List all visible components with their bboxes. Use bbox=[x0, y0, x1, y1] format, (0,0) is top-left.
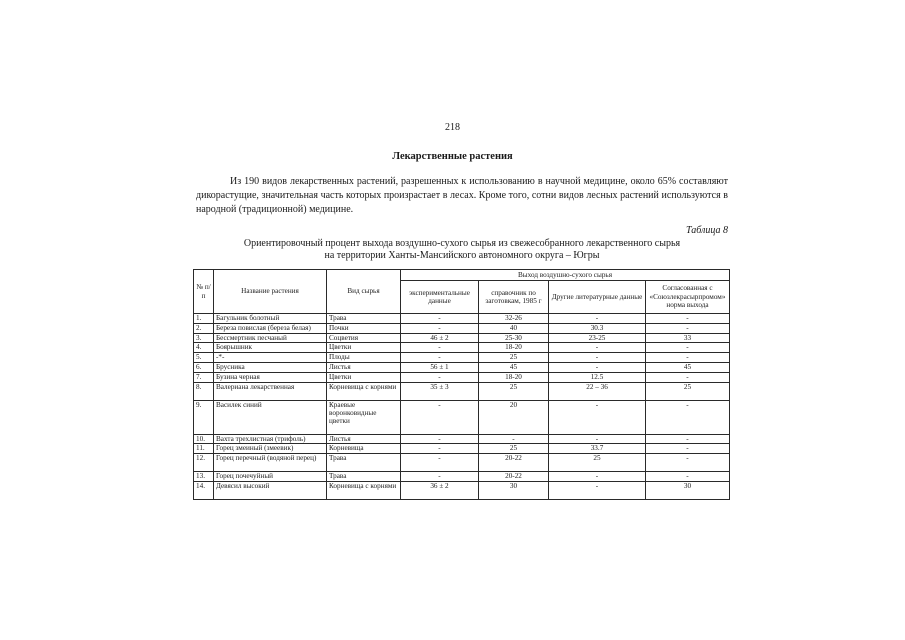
header-yield-group: Выход воздушно-сухого сырья bbox=[401, 270, 730, 281]
table-row bbox=[194, 400, 730, 434]
row-number: 10. bbox=[194, 434, 214, 444]
intro-paragraph: Из 190 видов лекарственных растений, разрешенных к использованию в научной медицине, около 65% составляют дикорастущие, значительная часть которых произрастает в лесах. Кроме того, сотни видов лесных растений используются в народной (традиционной) медицине. bbox=[196, 176, 728, 215]
experimental-value: 56 ± 1 bbox=[401, 362, 479, 372]
agreed-norm-value: - bbox=[646, 400, 730, 434]
row-number: 11. bbox=[194, 444, 214, 454]
row-number: 5. bbox=[194, 353, 214, 363]
plant-name: Горец змеиный (змеевик) bbox=[214, 444, 327, 454]
row-number: 8. bbox=[194, 382, 214, 400]
table-caption-line: на территории Ханты-Мансийского автономного округа – Югры bbox=[324, 250, 600, 261]
raw-material: Корневища с корнями bbox=[327, 481, 401, 499]
raw-material: Цветки bbox=[327, 343, 401, 353]
experimental-value: - bbox=[401, 343, 479, 353]
table-caption bbox=[196, 238, 728, 262]
agreed-norm-value: - bbox=[646, 372, 730, 382]
table-row bbox=[194, 353, 730, 363]
table-number: Таблица 8 bbox=[686, 225, 728, 236]
experimental-value: - bbox=[401, 400, 479, 434]
row-number: 4. bbox=[194, 343, 214, 353]
header-handbook: справочник по заготовкам, 1985 г bbox=[479, 281, 549, 314]
literature-value: 22 – 36 bbox=[549, 382, 646, 400]
table-row bbox=[194, 372, 730, 382]
section-title: Лекарственные растения bbox=[392, 151, 513, 162]
handbook-value: 30 bbox=[479, 481, 549, 499]
table-row bbox=[194, 382, 730, 400]
row-number: 3. bbox=[194, 333, 214, 343]
row-number: 12. bbox=[194, 454, 214, 472]
handbook-value: 20-22 bbox=[479, 454, 549, 472]
header-num: № п/п bbox=[194, 270, 214, 314]
agreed-norm-value: - bbox=[646, 472, 730, 482]
handbook-value: 25 bbox=[479, 444, 549, 454]
literature-value: - bbox=[549, 434, 646, 444]
page-number: 218 bbox=[445, 122, 460, 133]
raw-material: Трава bbox=[327, 472, 401, 482]
raw-material: Плоды bbox=[327, 353, 401, 363]
experimental-value: - bbox=[401, 444, 479, 454]
table-body bbox=[194, 314, 730, 500]
agreed-norm-value: 25 bbox=[646, 382, 730, 400]
header-experimental: экспериментальные данные bbox=[401, 281, 479, 314]
literature-value: - bbox=[549, 353, 646, 363]
handbook-value: 45 bbox=[479, 362, 549, 372]
row-number: 1. bbox=[194, 314, 214, 324]
raw-material: Листья bbox=[327, 362, 401, 372]
row-number: 9. bbox=[194, 400, 214, 434]
agreed-norm-value: 45 bbox=[646, 362, 730, 372]
raw-material: Трава bbox=[327, 454, 401, 472]
literature-value: - bbox=[549, 481, 646, 499]
handbook-value: 18-20 bbox=[479, 372, 549, 382]
experimental-value: - bbox=[401, 314, 479, 324]
header-raw-type: Вид сырья bbox=[327, 270, 401, 314]
plant-name: Бессмертник песчаный bbox=[214, 333, 327, 343]
plant-name: Бузина черная bbox=[214, 372, 327, 382]
yield-table bbox=[193, 269, 730, 500]
literature-value: - bbox=[549, 472, 646, 482]
raw-material: Трава bbox=[327, 314, 401, 324]
raw-material: Цветки bbox=[327, 372, 401, 382]
plant-name: Боярышник bbox=[214, 343, 327, 353]
agreed-norm-value: - bbox=[646, 343, 730, 353]
agreed-norm-value: - bbox=[646, 444, 730, 454]
row-number: 6. bbox=[194, 362, 214, 372]
literature-value: - bbox=[549, 343, 646, 353]
plant-name: Вахта трехлистная (трифоль) bbox=[214, 434, 327, 444]
experimental-value: 36 ± 2 bbox=[401, 481, 479, 499]
literature-value: - bbox=[549, 362, 646, 372]
agreed-norm-value: - bbox=[646, 454, 730, 472]
plant-name: Девясил высокий bbox=[214, 481, 327, 499]
agreed-norm-value: - bbox=[646, 434, 730, 444]
handbook-value: 20-22 bbox=[479, 472, 549, 482]
literature-value: 23-25 bbox=[549, 333, 646, 343]
experimental-value: - bbox=[401, 323, 479, 333]
plant-name: Береза повислая (береза белая) bbox=[214, 323, 327, 333]
experimental-value: - bbox=[401, 454, 479, 472]
table-row bbox=[194, 434, 730, 444]
agreed-norm-value: - bbox=[646, 353, 730, 363]
table-row bbox=[194, 314, 730, 324]
header-literature: Другие литературные данные bbox=[549, 281, 646, 314]
table-row bbox=[194, 323, 730, 333]
raw-material: Корневища с корнями bbox=[327, 382, 401, 400]
table-row bbox=[194, 472, 730, 482]
handbook-value: - bbox=[479, 434, 549, 444]
agreed-norm-value: - bbox=[646, 323, 730, 333]
experimental-value: - bbox=[401, 434, 479, 444]
handbook-value: 25 bbox=[479, 382, 549, 400]
plant-name: -*- bbox=[214, 353, 327, 363]
literature-value: 33.7 bbox=[549, 444, 646, 454]
plant-name: Горец почечуйный bbox=[214, 472, 327, 482]
literature-value: 30.3 bbox=[549, 323, 646, 333]
plant-name: Багульник болотный bbox=[214, 314, 327, 324]
table-row bbox=[194, 444, 730, 454]
experimental-value: - bbox=[401, 372, 479, 382]
table-row bbox=[194, 454, 730, 472]
plant-name: Василек синий bbox=[214, 400, 327, 434]
table-row bbox=[194, 362, 730, 372]
raw-material: Корневища bbox=[327, 444, 401, 454]
agreed-norm-value: - bbox=[646, 314, 730, 324]
literature-value: - bbox=[549, 400, 646, 434]
handbook-value: 32-26 bbox=[479, 314, 549, 324]
table-row bbox=[194, 343, 730, 353]
table-row bbox=[194, 481, 730, 499]
row-number: 13. bbox=[194, 472, 214, 482]
handbook-value: 40 bbox=[479, 323, 549, 333]
experimental-value: 35 ± 3 bbox=[401, 382, 479, 400]
experimental-value: - bbox=[401, 353, 479, 363]
handbook-value: 18-20 bbox=[479, 343, 549, 353]
raw-material: Краевые воронковидные цветки bbox=[327, 400, 401, 434]
agreed-norm-value: 33 bbox=[646, 333, 730, 343]
handbook-value: 25-30 bbox=[479, 333, 549, 343]
raw-material: Соцветия bbox=[327, 333, 401, 343]
plant-name: Горец перечный (водяной перец) bbox=[214, 454, 327, 472]
literature-value: 12.5 bbox=[549, 372, 646, 382]
experimental-value: - bbox=[401, 472, 479, 482]
header-agreed-norm: Согласованная с «Союзлекрасырпромом» норма выхода bbox=[646, 281, 730, 314]
raw-material: Почки bbox=[327, 323, 401, 333]
plant-name: Валериана лекарственная bbox=[214, 382, 327, 400]
row-number: 2. bbox=[194, 323, 214, 333]
experimental-value: 46 ± 2 bbox=[401, 333, 479, 343]
table-caption-line: Ориентировочный процент выхода воздушно-сухого сырья из свежесобранного лекарственного сырья bbox=[243, 238, 681, 249]
row-number: 14. bbox=[194, 481, 214, 499]
row-number: 7. bbox=[194, 372, 214, 382]
raw-material: Листья bbox=[327, 434, 401, 444]
literature-value: 25 bbox=[549, 454, 646, 472]
handbook-value: 25 bbox=[479, 353, 549, 363]
handbook-value: 20 bbox=[479, 400, 549, 434]
table-row bbox=[194, 333, 730, 343]
plant-name: Брусника bbox=[214, 362, 327, 372]
header-name: Название растения bbox=[214, 270, 327, 314]
agreed-norm-value: 30 bbox=[646, 481, 730, 499]
literature-value: - bbox=[549, 314, 646, 324]
